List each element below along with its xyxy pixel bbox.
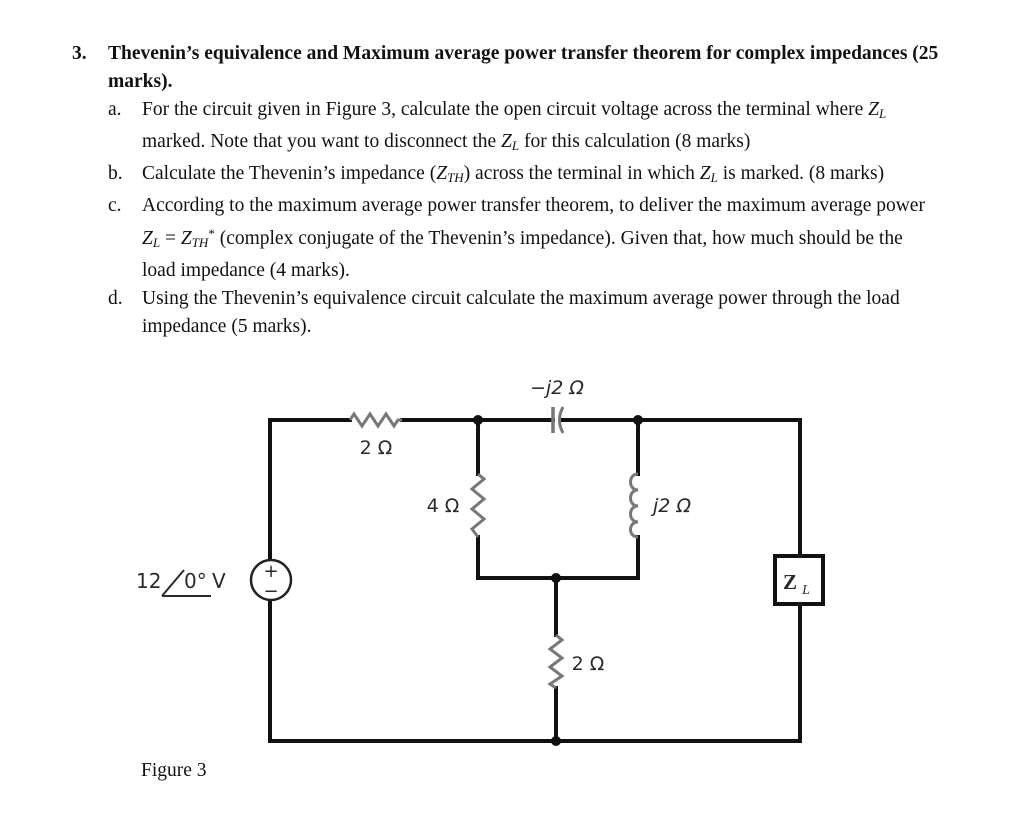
text-run: According to the maximum average power transfer theorem, to deliver the maximum average power <box>142 195 925 216</box>
text-run: for this calculation (8 marks) <box>519 131 751 152</box>
load-sub: L <box>802 583 810 598</box>
symbol-sub: L <box>878 106 887 121</box>
source-plus: + <box>263 561 279 582</box>
source-minus: − <box>263 581 279 602</box>
voltage-source-icon <box>251 560 291 602</box>
symbol-sub: L <box>511 138 520 153</box>
question-title: Thevenin’s equivalence and Maximum average power transfer theorem for complex impedances (25 marks). <box>108 43 939 92</box>
label-r-series: 2 Ω <box>359 437 393 459</box>
symbol-z: Z <box>142 228 153 249</box>
symbol-z: Z <box>868 99 879 120</box>
inductor-icon <box>631 474 639 537</box>
source-magnitude: 12 <box>136 569 162 593</box>
load-impedance-box <box>775 556 823 604</box>
label-r-bottom: 2 Ω <box>571 653 605 675</box>
symbol-z: Z <box>501 131 512 152</box>
source-unit: V <box>212 569 226 593</box>
label-capacitor: −j2 Ω <box>530 377 584 399</box>
symbol-z: Z <box>436 163 448 184</box>
item-letter: d. <box>108 288 123 309</box>
source-angle: 0° <box>184 569 207 593</box>
source-label <box>136 569 226 596</box>
symbol-sub: L <box>152 235 161 250</box>
label-r-shunt: 4 Ω <box>426 495 460 517</box>
resistor-series-icon <box>350 414 402 426</box>
item-text: Using the Thevenin’s equivalence circuit calculate the maximum average power through the load impedance (5 marks). <box>142 288 900 337</box>
item-letter: c. <box>108 195 122 216</box>
wires <box>270 420 800 741</box>
node-dot <box>473 415 483 425</box>
text-run: For the circuit given in Figure 3, calculate the open circuit voltage across the terminal where <box>142 99 869 120</box>
conjugate-star: * <box>208 226 215 241</box>
node-dot <box>551 573 561 583</box>
item-letter: b. <box>108 163 123 184</box>
symbol-sub: TH <box>447 170 464 185</box>
question-number: 3. <box>72 43 87 64</box>
symbol-z: Z <box>699 163 711 184</box>
node-dot <box>551 736 561 746</box>
symbol-sub: TH <box>191 235 209 250</box>
resistor-shunt-icon <box>472 474 484 537</box>
resistor-bottom-icon <box>550 635 562 688</box>
node-dot <box>633 415 643 425</box>
text-run: Calculate the Thevenin’s impedance ( <box>142 163 437 184</box>
label-inductor: j2 Ω <box>653 495 691 517</box>
text-run: (complex conjugate of the Thevenin’s impedance). Given that, how much should be the load impedance (4 marks). <box>142 228 903 281</box>
text-run: = <box>160 228 181 249</box>
text-run: ) across the terminal in which <box>463 163 700 184</box>
item-letter: a. <box>108 99 122 120</box>
text-run: marked. Note that you want to disconnect the <box>142 131 502 152</box>
figure-caption: Figure 3 <box>141 760 207 781</box>
text-run: is marked. (8 marks) <box>717 163 885 184</box>
load-z: Z <box>782 570 798 594</box>
symbol-z: Z <box>180 228 192 249</box>
symbol-sub: L <box>710 170 718 185</box>
